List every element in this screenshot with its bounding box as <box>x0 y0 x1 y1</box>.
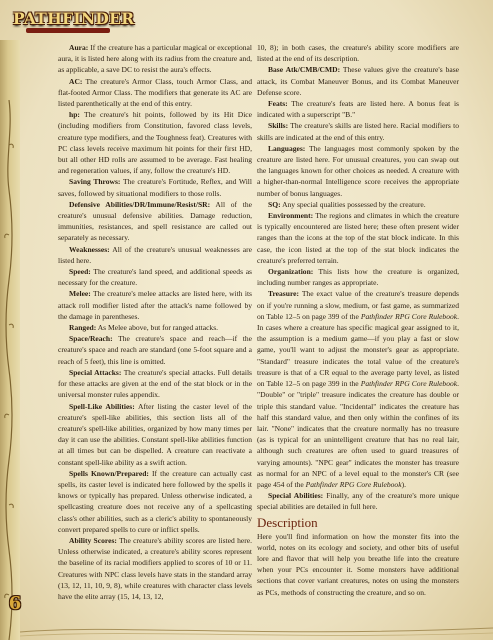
entry-treasure <box>257 288 459 490</box>
entry-base-atk <box>257 64 459 98</box>
entry-term: Speed: <box>69 267 91 277</box>
entry-term: Special Abilities: <box>268 491 324 501</box>
entry-term: Languages: <box>268 143 306 153</box>
entry-spells-known <box>58 468 252 535</box>
entry-term: Spells Known/Prepared: <box>69 468 149 478</box>
entry-text: The creature's Armor Class, touch Armor Class, and flat-footed Armor Class. The modifiers that generate its AC are listed parenthetically at the end of this entry. <box>58 76 252 109</box>
entry-text: The creature's melee attacks are listed here, with its attack roll modifier listed after the attack's name followed by the damage in parentheses. <box>58 289 252 321</box>
entry-special-abilities <box>257 490 459 512</box>
entry-text: The creature's ability scores are listed here. Unless otherwise indicated, a creature's ability scores represent the baseline of its racial modifiers applied to scores of 10 or 11. Creatures with NPC class levels have stats in the standard array (13, 12, 11, 10, 9, 8), while creatures with character class levels have the elite array (15, 14, 13, 12, <box>58 535 252 601</box>
entry-text: The regions and climates in which the creature is typically encountered are listed here; these often present wider ranges than the icons at the top of the stat block indicate. In this case, the icon listed at the top of the stat block indicates the creature's preferred terrain. <box>257 211 459 265</box>
entry-text: These values give the creature's base attack, its Combat Maneuver Bonus, and its Combat Maneuver Defense score. <box>257 65 460 97</box>
entry-text: Any special qualities possessed by the creature. <box>280 199 426 209</box>
entry-text: The creature's feats are listed here. A bonus feat is indicated with a superscript "B." <box>257 99 459 120</box>
entry-environment <box>257 210 459 266</box>
entry-organization <box>257 266 459 288</box>
entry-feats <box>257 98 459 120</box>
entry-text: 10, 8); in both cases, the creature's ability score modifiers are listed at the end of its description. <box>257 43 459 64</box>
entry-text: The exact value of the creature's treasure depends on if you're running a slow, medium, or fast game, as summarized on Table 12–5 on page 399 of the <box>257 289 459 321</box>
entry-text: Finally, any of the creature's more unique special abilities are detailed in full here. <box>257 491 459 512</box>
entry-term: SQ: <box>268 199 281 209</box>
page-number-badge <box>5 593 25 623</box>
logo-text: PATHFINDER <box>13 9 135 28</box>
entry-text: As Melee above, but for ranged attacks. <box>96 323 219 333</box>
entry-term: Skills: <box>268 121 289 131</box>
entry-ability-scores-cont <box>257 42 459 64</box>
logo-ribbon <box>26 28 110 33</box>
entry-term: Saving Throws: <box>69 177 121 187</box>
entry-special-attacks <box>58 367 252 401</box>
entry-defensive-abilities <box>58 199 252 244</box>
right-column <box>257 42 459 598</box>
entry-languages <box>257 143 459 199</box>
entry-weaknesses <box>58 244 252 266</box>
entry-saving-throws <box>58 176 252 198</box>
entry-text: The creature's space and reach—if the creature's space and reach are standard (one 5-foot square and a reach of 5 feet), this line is omitted. <box>58 334 252 366</box>
entry-text: This lists how the creature is organized, including number ranges as appropriate. <box>257 267 459 288</box>
entry-text: All of the creature's unusual weaknesses are listed here. <box>58 244 252 265</box>
entry-term: Organization: <box>268 267 314 277</box>
entry-text: ). <box>401 479 406 489</box>
entry-text: If the creature can actually cast spells, its caster level is indicated here followed by the spells it knows or typically has prepared. Unless otherwise indicated, a spellcasting creature does not receive any of a spellcasting class's other abilities, such as a cleric's ability to spontaneously convert prepared spells to cure or inflict spells. <box>58 468 252 534</box>
entry-term: Aura: <box>69 43 89 52</box>
entry-spell-like-abilities <box>58 401 252 468</box>
entry-text: . In cases where a creature has specific magical gear assigned to it, the assumption is a medium game—if you play a fast or slow game, you'll want to adjust the monster's gear as appropriate. "Standard" treasure indicates the total value of the creature's treasure is that of a CR equal to the average party level, as listed on Table 12–5 on page 399 in the <box>257 311 459 389</box>
entry-hp <box>58 109 252 176</box>
entry-term: Feats: <box>268 99 288 109</box>
entry-term: Base Atk/CMB/CMD: <box>268 65 341 75</box>
entry-text: The creature's skills are listed here. Racial modifiers to skills are indicated at the end of this entry. <box>257 121 459 142</box>
entry-ability-scores <box>58 535 252 602</box>
pathfinder-logo <box>8 8 138 36</box>
section-heading-description: Description <box>257 514 318 530</box>
entry-ac <box>58 76 252 110</box>
left-border-ornament <box>0 40 20 640</box>
entry-term: Ability Scores: <box>69 535 117 545</box>
entry-text: The creature's special attacks. Full details for these attacks are given at the end of the stat block or in the universal monster rules appendix. <box>58 367 252 400</box>
entry-term: Defensive Abilities/DR/Immune/Resist/SR: <box>69 199 211 209</box>
vine-ornament <box>4 100 14 640</box>
entry-term: Weaknesses: <box>69 244 110 254</box>
entry-term: AC: <box>69 76 83 86</box>
entry-text: The creature's land speed, and additional speeds as necessary for the creature. <box>58 267 252 288</box>
left-column <box>58 42 252 602</box>
entry-space-reach <box>58 333 252 367</box>
description-text: Here you'll find information on how the monster fits into the world, notes on its ecology and society, and other bits of useful lore and flavor that will help you breathe life into the creature when your PCs encounter it. Some monsters have additional sections that cover variant creatures, notes on using the monsters as PCs, methods of constructing the creature, and so on. <box>257 531 459 597</box>
entry-skills <box>257 120 459 142</box>
entry-text: The languages most commonly spoken by the creature are listed here. For unusual creatures, you can swap out the languages known for other choices as needed. A creature with a higher-than-normal Intelligence score receives the appropriate number of bonus languages. <box>257 143 459 198</box>
bottom-border-ornament <box>0 620 493 640</box>
entry-text: All of the creature's unusual defensive abilities. Damage reduction, immunities, resistances, and spell resistance are called out separately as necessary. <box>58 199 252 243</box>
entry-text: The creature's Fortitude, Reflex, and Will saves, followed by situational modifiers to those rolls. <box>58 177 252 198</box>
entry-term: Spell-Like Abilities: <box>69 401 135 411</box>
book-title: Pathfinder RPG Core Rulebook <box>305 479 402 489</box>
entry-sq <box>257 199 459 210</box>
entry-term: Ranged: <box>69 323 97 333</box>
entry-ranged <box>58 322 252 333</box>
book-title: Pathfinder RPG Core Rulebook <box>360 311 458 321</box>
entry-text: The creature's hit points, followed by its Hit Dice (including modifiers from Constitution, favored class levels, creature type modifiers, and the Toughness feat). Creatures with PC class levels receive maximum hit points for their first HD, but all other HD rolls are assumed to be average. Fast healing and regeneration values, if any, follow the creature's HD. <box>58 110 252 176</box>
entry-text: . "Double" or "triple" treasure indicates the creature has double or triple this standard value. "Incidental" indicates the creature has half this standard value, and then only within the confines of its lair. "None" indicates that the creature normally has no treasure (as is typical for an unintelligent creature that has no real lair, although such creatures are often used to guard treasures of varying amounts). "NPC gear" indicates the monster has treasure as normal for an NPC of a level equal to the monster's CR (see page 454 of the <box>257 379 459 489</box>
entry-text: If the creature has a particular magical or exceptional aura, it is listed here along with its radius from the creature and, as applicable, a save DC to resist the aura's effects. <box>58 43 252 75</box>
page-number: 6 <box>8 593 22 614</box>
entry-melee <box>58 288 252 322</box>
entry-term: Special Attacks: <box>69 367 122 377</box>
entry-speed <box>58 266 252 288</box>
entry-text: After listing the caster level of the creature's spell-like abilities, this section lists all of the creature's spell-like abilities, organized by how many times per day it can use the abilities. Constant spell-like abilities function at all times but can be dispelled. A creature can reactivate a constant spell-like ability as a swift action. <box>58 401 252 467</box>
entry-term: Melee: <box>69 289 91 299</box>
book-title: Pathfinder RPG Core Rulebook <box>360 379 458 389</box>
entry-term: Environment: <box>268 211 314 221</box>
entry-term: Treasure: <box>268 289 300 299</box>
entry-aura <box>58 42 252 76</box>
entry-term: Space/Reach: <box>69 334 113 344</box>
entry-term: hp: <box>69 110 80 120</box>
